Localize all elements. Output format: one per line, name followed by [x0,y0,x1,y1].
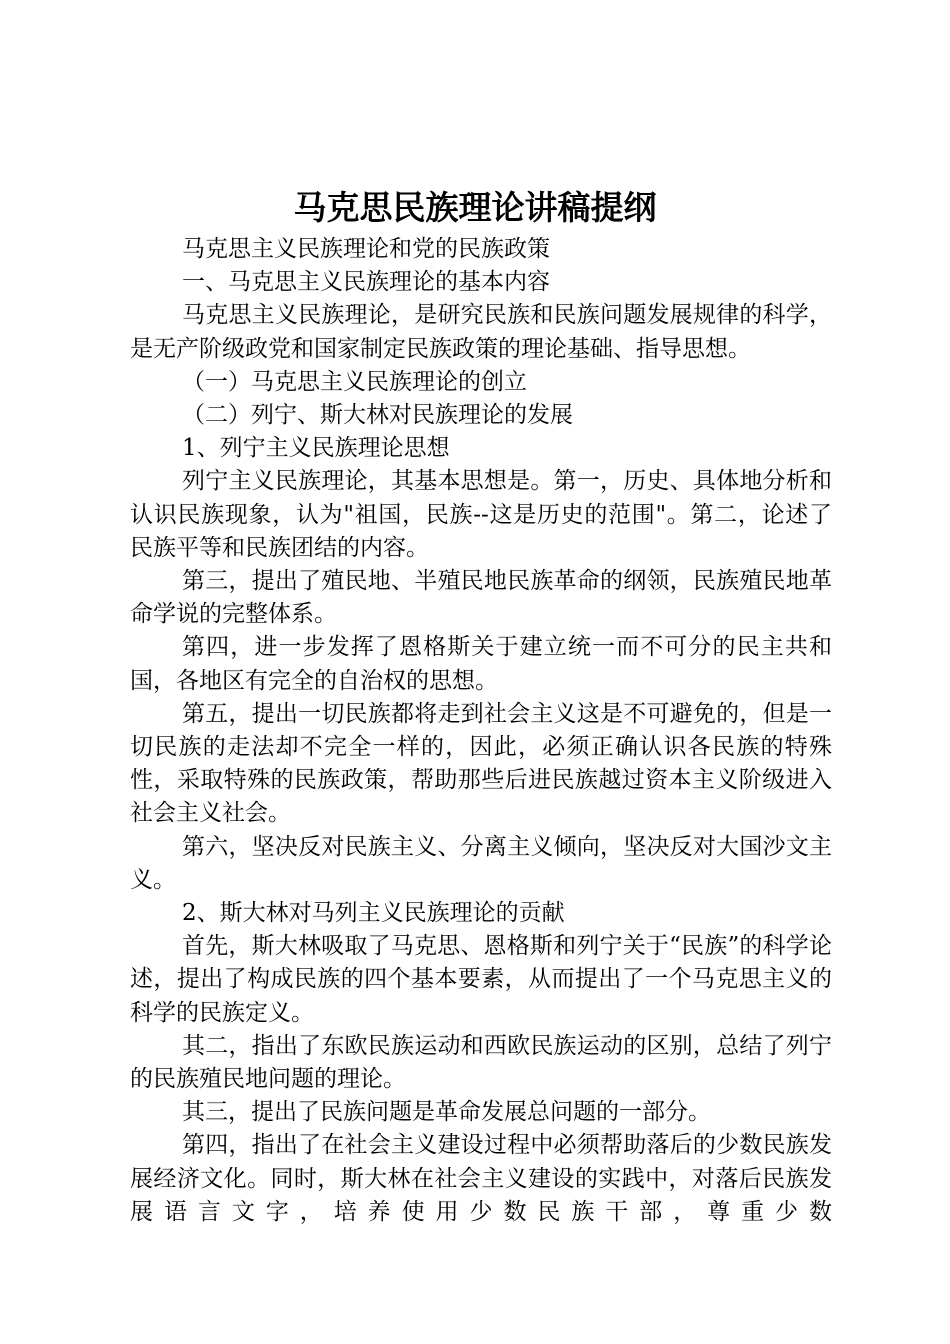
body-paragraph: 其三，提出了民族问题是革命发展总问题的一部分。 [182,1099,711,1126]
body-paragraph: 第六，坚决反对民族主义、分离主义倾向，坚决反对大国沙文主义。 [130,833,832,893]
body-paragraph: 列宁主义民族理论，其基本思想是。第一，历史、具体地分析和认识民族现象，认为"祖国，民族--这是历史的范围"。第二，论述了民族平等和民族团结的内容。 [130,468,832,561]
body-paragraph: 第四，进一步发挥了恩格斯关于建立统一而不可分的民主共和国，各地区有完全的自治权的思想。 [130,634,832,694]
document-title: 马克思民族理论讲稿提纲 [293,188,657,227]
body-paragraph: 第五，提出一切民族都将走到社会主义这是不可避免的，但是一切民族的走法却不完全一样的，因此，必须正确认识各民族的特殊性，采取特殊的民族政策，帮助那些后进民族越过资本主义阶级进入社会主义社会。 [130,700,832,827]
document-body [130,233,832,1229]
subsection-heading: 1、列宁主义民族理论思想 [182,435,450,462]
subsection-heading: （二）列宁、斯大林对民族理论的发展 [182,402,573,429]
section-heading: 马克思主义民族理论和党的民族政策 [182,236,550,262]
body-paragraph: 第四，指出了在社会主义建设过程中必须帮助落后的少数民族发展经济文化。同时，斯大林在社会主义建设的实践中，对落后民族发展语言文字，培养使用少数民族干部，尊重少数 [130,1132,832,1225]
body-paragraph: 其二，指出了东欧民族运动和西欧民族运动的区别，总结了列宁的民族殖民地问题的理论。 [130,1032,832,1093]
body-paragraph: 马克思主义民族理论，是研究民族和民族问题发展规律的科学，是无产阶级政党和国家制定民族政策的理论基础、指导思想。 [130,302,832,362]
section-heading: 一、马克思主义民族理论的基本内容 [182,269,550,296]
subsection-heading: （一）马克思主义民族理论的创立 [182,368,527,395]
body-paragraph: 首先，斯大林吸取了马克思、恩格斯和列宁关于“民族”的科学论述，提出了构成民族的四个基本要素，从而提出了一个马克思主义的科学的民族定义。 [130,933,832,1026]
body-paragraph: 第三，提出了殖民地、半殖民地民族革命的纲领，民族殖民地革命学说的完整体系。 [130,568,832,628]
subsection-heading: 2、斯大林对马列主义民族理论的贡献 [182,900,565,927]
